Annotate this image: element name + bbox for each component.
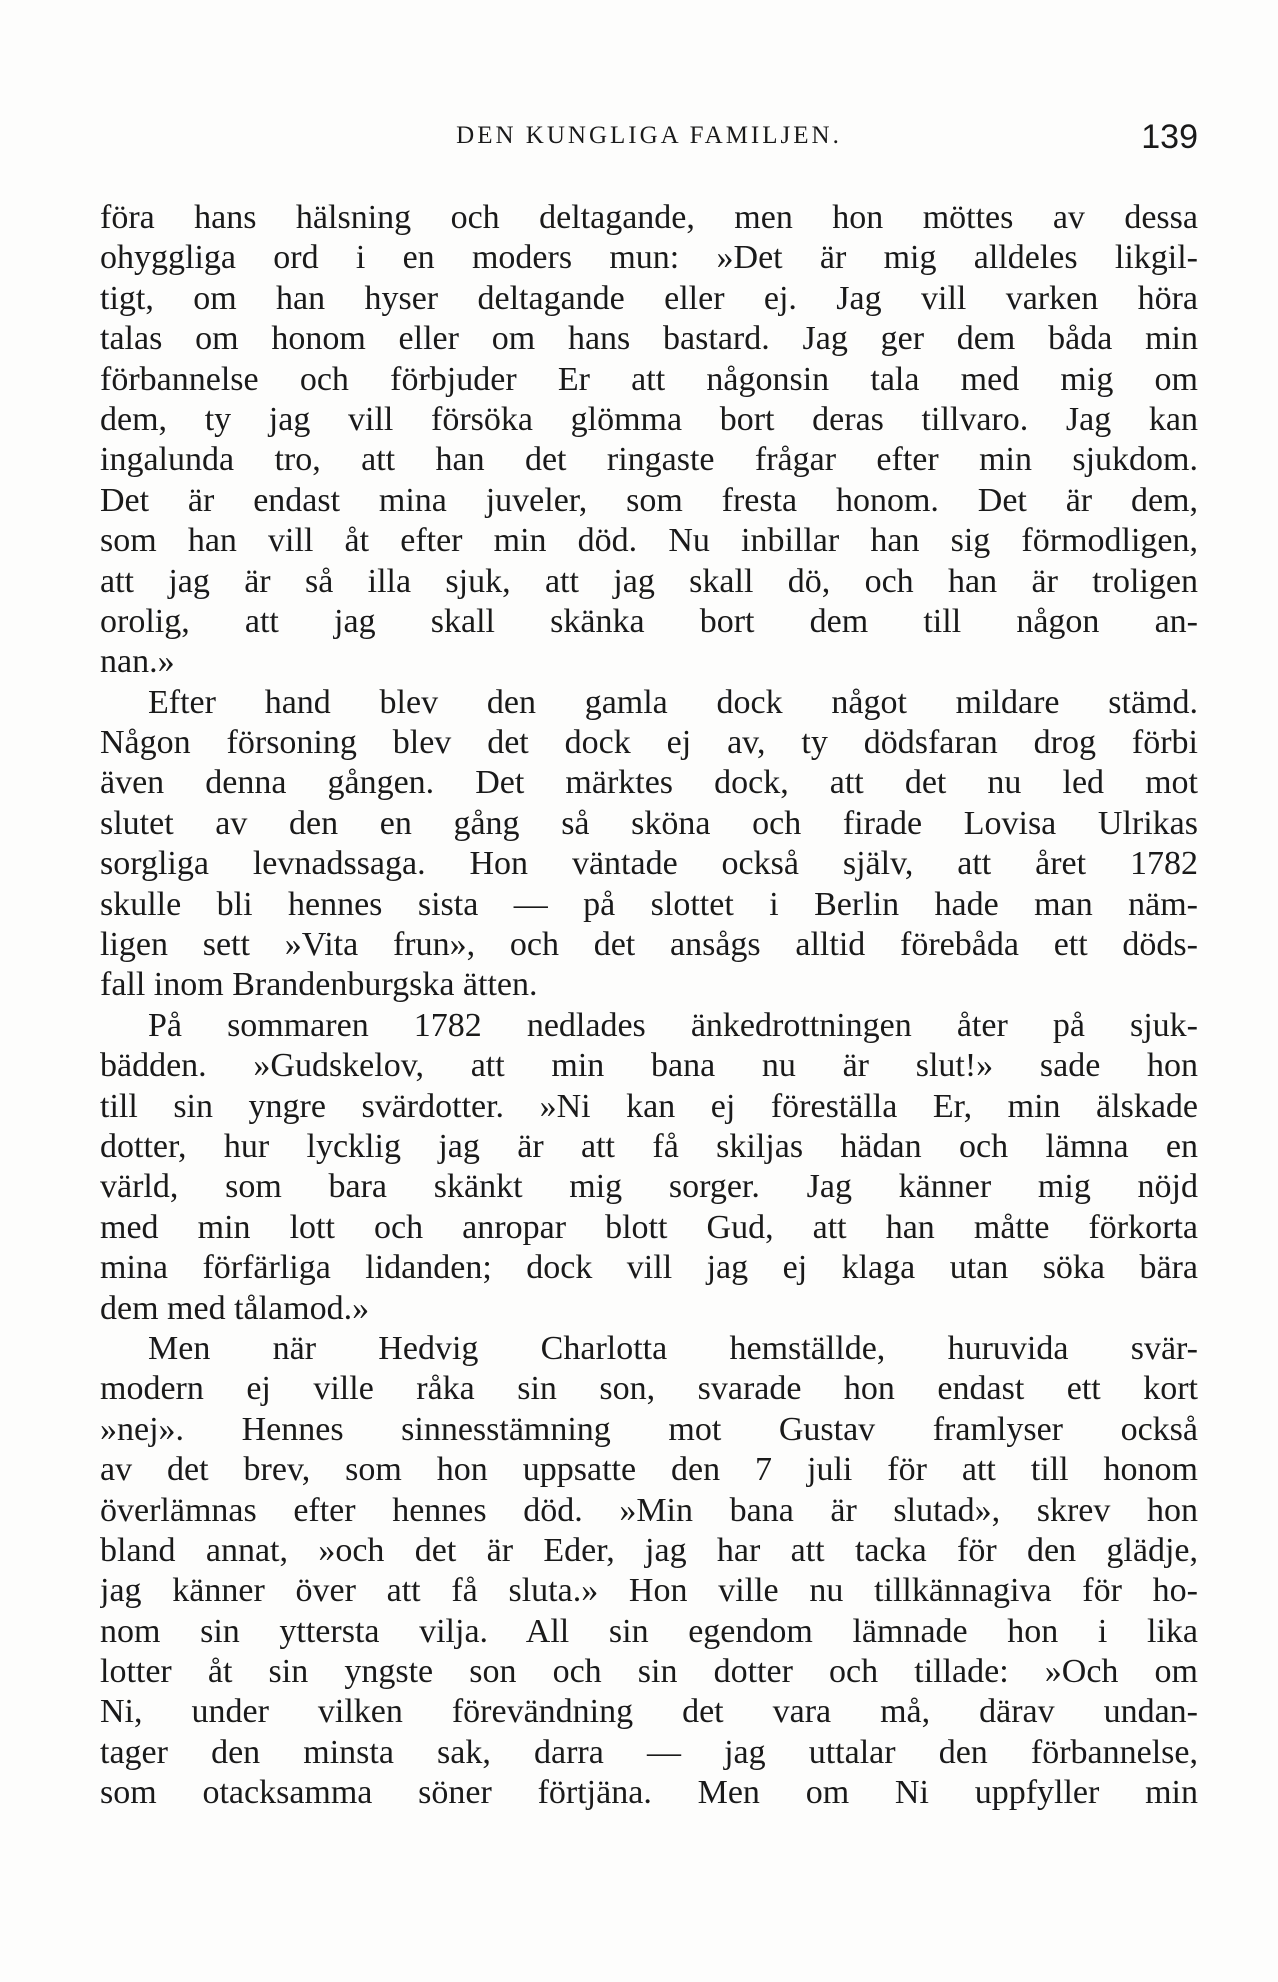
text-line: skulle bli hennes sista — på slottet i Berlin hade man näm- [100,885,1198,923]
text-line: även denna gången. Det märktes dock, att det nu led mot [100,764,1198,802]
text-line: förbannelse och förbjuder Er att någonsin tala med mig om [100,360,1198,398]
text-line: tigt, om han hyser deltagande eller ej. Jag vill varken höra [100,279,1198,317]
text-line: Det är endast mina juveler, som fresta honom. Det är dem, [100,481,1198,519]
text-line: nan.» [100,643,175,681]
text-line: »nej». Hennes sinnesstämning mot Gustav framlyser också [100,1410,1198,1448]
text-line: dem, ty jag vill försöka glömma bort deras tillvaro. Jag kan [100,400,1198,438]
text-line: till sin yngre svärdotter. »Ni kan ej föreställa Er, min älskade [100,1087,1198,1125]
text-line: mina förfärliga lidanden; dock vill jag ej klaga utan söka bära [100,1249,1198,1287]
text-line: ingalunda tro, att han det ringaste frågar efter min sjukdom. [100,441,1198,479]
text-line: Ni, under vilken förevändning det vara må, därav undan- [100,1693,1198,1731]
page-number: 139 [1141,118,1198,156]
text-line: lotter åt sin yngste son och sin dotter och tillade: »Och om [100,1653,1198,1691]
text-line: jag känner över att få sluta.» Hon ville nu tillkännagiva för ho- [100,1572,1198,1610]
text-line: bädden. »Gudskelov, att min bana nu är slut!» sade hon [100,1047,1198,1085]
text-line: som han vill åt efter min död. Nu inbillar han sig förmodligen, [100,522,1198,560]
text-line: med min lott och anropar blott Gud, att han måtte förkorta [100,1208,1198,1246]
text-line: att jag är så illa sjuk, att jag skall dö, och han är troligen [100,562,1198,600]
text-line: som otacksamma söner förtjäna. Men om Ni uppfyller min [100,1774,1198,1812]
text-line: Någon försoning blev det dock ej av, ty dödsfaran drog förbi [100,724,1198,762]
text-line: modern ej ville råka sin son, svarade hon endast ett kort [100,1370,1198,1408]
text-line: dem med tålamod.» [100,1289,370,1327]
text-line: av det brev, som hon uppsatte den 7 juli för att till honom [100,1451,1198,1489]
text-line: ohyggliga ord i en moders mun: »Det är mig alldeles likgil- [100,239,1198,277]
text-line: orolig, att jag skall skänka bort dem till någon an- [100,602,1198,640]
text-line: värld, som bara skänkt mig sorger. Jag känner mig nöjd [100,1168,1198,1206]
text-line: talas om honom eller om hans bastard. Jag ger dem båda min [100,320,1198,358]
text-line: Men när Hedvig Charlotta hemställde, huruvida svär- [148,1329,1198,1367]
text-line: nom sin yttersta vilja. All sin egendom lämnade hon i lika [100,1612,1198,1650]
running-header [100,118,1198,158]
text-line: tager den minsta sak, darra — jag uttalar den förbannelse, [100,1733,1198,1771]
body-text [100,198,1198,1814]
running-title: DEN KUNGLIGA FAMILJEN. [456,122,842,149]
text-line: föra hans hälsning och deltagande, men hon möttes av dessa [100,199,1198,236]
text-line: Efter hand blev den gamla dock något mildare stämd. [148,683,1198,721]
text-line: överlämnas efter hennes död. »Min bana är slutad», skrev hon [100,1491,1198,1529]
text-line: ligen sett »Vita frun», och det ansågs alltid förebåda ett döds- [100,926,1198,964]
text-line: sorgliga levnadssaga. Hon väntade också själv, att året 1782 [100,845,1198,883]
text-line: dotter, hur lycklig jag är att få skiljas hädan och lämna en [100,1127,1198,1165]
text-line: På sommaren 1782 nedlades änkedrottningen åter på sjuk- [148,1006,1198,1044]
text-line: fall inom Brandenburgska ätten. [100,966,538,1004]
text-line: bland annat, »och det är Eder, jag har att tacka för den glädje, [100,1531,1198,1569]
text-line: slutet av den en gång så sköna och firade Lovisa Ulrikas [100,804,1198,842]
